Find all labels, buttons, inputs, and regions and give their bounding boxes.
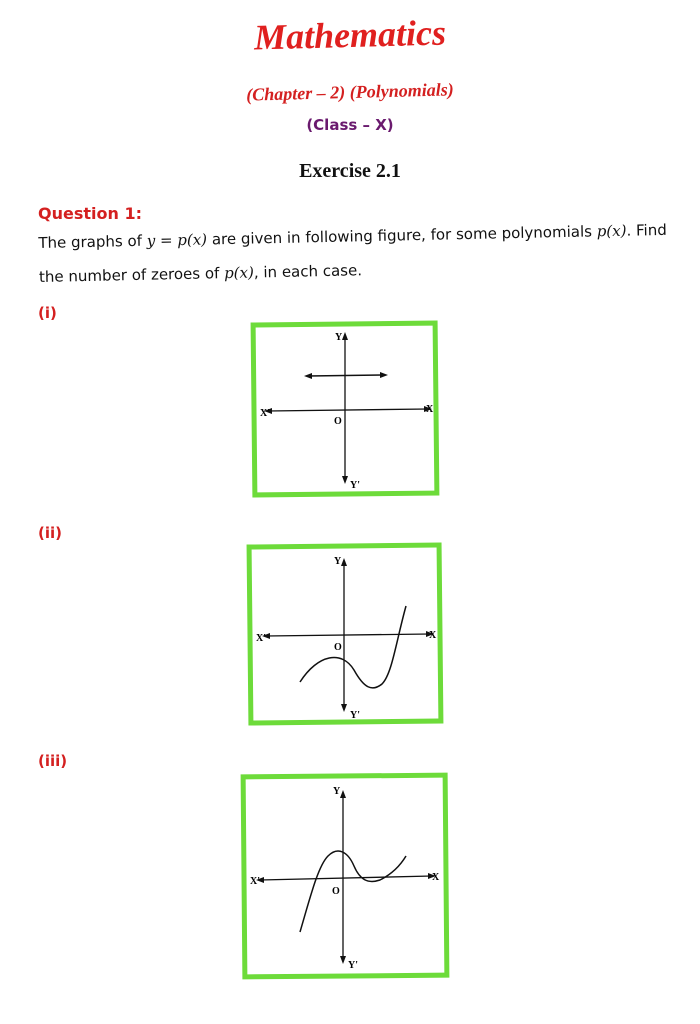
x-neg-label: X' [256, 633, 266, 644]
x-label: X [426, 404, 434, 415]
polynomial-symbol: p(x) [223, 263, 255, 283]
graph-iii [240, 772, 452, 982]
origin-label: O [334, 416, 342, 427]
y-neg-label: Y' [348, 960, 358, 971]
question-text-part2: are given in following figure, for some polynomials [206, 222, 597, 249]
y-neg-label: Y' [350, 710, 360, 721]
x-neg-label: X' [250, 876, 260, 887]
x-label: X [432, 872, 440, 883]
graph-ii [246, 542, 446, 728]
class-label: (Class – X) [306, 116, 394, 134]
x-label: X [429, 630, 437, 641]
page-title: Mathematics [253, 12, 447, 58]
part-label-ii: (ii) [38, 524, 62, 542]
graph-curve [308, 375, 384, 376]
question-text-part3: . Find the number of zeroes of [38, 220, 667, 286]
y-label: Y [333, 786, 341, 797]
polynomial-symbol: p(x) [596, 221, 627, 241]
question-heading: Question 1: [38, 204, 142, 223]
graph-i [250, 320, 442, 500]
chapter-heading: (Chapter – 2) (Polynomials) [246, 79, 454, 105]
part-label-iii: (iii) [38, 752, 68, 770]
equation: y = p(x) [146, 230, 208, 250]
part-label-i: (i) [38, 304, 57, 322]
y-label: Y [334, 556, 342, 567]
origin-label: O [334, 642, 342, 653]
question-text-part1: The graphs of [38, 231, 147, 252]
exercise-heading: Exercise 2.1 [299, 160, 401, 182]
x-neg-label: X' [260, 408, 270, 419]
y-neg-label: Y' [350, 480, 360, 491]
question-text-part4: , in each case. [253, 261, 363, 282]
question-text [38, 213, 679, 294]
origin-label: O [332, 886, 340, 897]
y-label: Y [335, 332, 343, 343]
